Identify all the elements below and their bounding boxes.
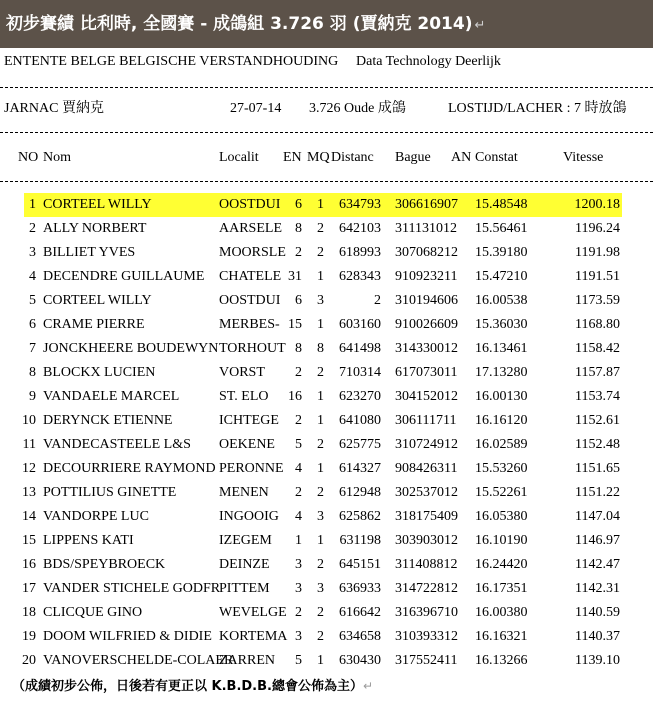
marked-count: 3 [317, 509, 324, 524]
entered-count: 8 [295, 221, 302, 236]
footer-text: （成績初步公佈，日後若有更正以 K.B.D.B.總會公佈為主） [12, 679, 363, 694]
distance: 631198 [339, 533, 381, 548]
velocity: 1196.24 [575, 221, 620, 236]
page-title-bar [0, 0, 653, 48]
row-number: 17 [22, 581, 36, 596]
entered-count: 2 [295, 365, 302, 380]
arrival-time: 16.00380 [475, 605, 528, 620]
footer-note [12, 675, 373, 694]
distance: 2 [374, 293, 381, 308]
fancier-name: ALLY NORBERT [43, 221, 147, 236]
release-time: LOSTIJD/LACHER : 7 時放鴿 [448, 101, 627, 116]
paragraph-mark-icon: ↵ [362, 679, 374, 693]
locality: ST. ELO [219, 389, 269, 404]
ring-number: 310194606 [395, 293, 458, 308]
marked-count: 2 [317, 245, 324, 260]
distance: 630430 [339, 653, 381, 668]
data-provider: Data Technology Deerlijk [356, 54, 501, 69]
ring-number: 617073011 [395, 365, 458, 380]
locality: MENEN [219, 485, 269, 500]
table-row [0, 337, 653, 361]
arrival-time: 15.56461 [475, 221, 528, 236]
table-row [0, 313, 653, 337]
velocity: 1191.51 [575, 269, 620, 284]
marked-count: 3 [317, 581, 324, 596]
distance: 625775 [339, 437, 381, 452]
divider [0, 132, 653, 133]
fancier-name: VANDER STICHELE GODFR [43, 581, 221, 596]
ring-number: 910923211 [395, 269, 458, 284]
fancier-name: CLICQUE GINO [43, 605, 143, 620]
fancier-name: DERYNCK ETIENNE [43, 413, 173, 428]
table-row [0, 433, 653, 457]
fancier-name: LIPPENS KATI [43, 533, 134, 548]
velocity: 1151.22 [575, 485, 620, 500]
table-row [0, 625, 653, 649]
arrival-time: 16.00538 [475, 293, 528, 308]
table-row [0, 601, 653, 625]
organization-name: ENTENTE BELGE BELGISCHE VERSTANDHOUDING [4, 54, 339, 69]
ring-number: 314722812 [395, 581, 458, 596]
fancier-name: CORTEEL WILLY [43, 197, 152, 212]
row-number: 14 [22, 509, 36, 524]
arrival-time: 17.13280 [475, 365, 528, 380]
locality: IZEGEM [219, 533, 272, 548]
entered-count: 4 [295, 509, 302, 524]
row-number: 7 [29, 341, 36, 356]
locality: PITTEM [219, 581, 270, 596]
distance: 612948 [339, 485, 381, 500]
velocity: 1140.37 [575, 629, 620, 644]
arrival-time: 16.10190 [475, 533, 528, 548]
velocity: 1139.10 [575, 653, 620, 668]
header-line-2 [0, 99, 627, 119]
table-row [0, 409, 653, 433]
marked-count: 1 [317, 653, 324, 668]
marked-count: 1 [317, 389, 324, 404]
table-row [0, 577, 653, 601]
fancier-name: VANOVERSCHELDE-COLAER [43, 653, 234, 668]
locality: MOORSLE [219, 245, 286, 260]
marked-count: 2 [317, 221, 324, 236]
velocity: 1158.42 [575, 341, 620, 356]
ring-number: 302537012 [395, 485, 458, 500]
ring-number: 310724912 [395, 437, 458, 452]
ring-number: 314330012 [395, 341, 458, 356]
column-header: Constat [475, 150, 518, 165]
row-number: 2 [29, 221, 36, 236]
row-number: 12 [22, 461, 36, 476]
locality: CHATELE [219, 269, 282, 284]
ring-number: 306616907 [395, 197, 458, 212]
row-number: 10 [22, 413, 36, 428]
marked-count: 2 [317, 365, 324, 380]
velocity: 1146.97 [575, 533, 620, 548]
velocity: 1147.04 [575, 509, 620, 524]
entered-count: 6 [295, 293, 302, 308]
column-header: NO [18, 150, 39, 165]
arrival-time: 16.05380 [475, 509, 528, 524]
table-row [0, 649, 653, 673]
ring-number: 310393312 [395, 629, 458, 644]
ring-number: 311131012 [395, 221, 457, 236]
marked-count: 1 [317, 197, 324, 212]
table-row [0, 385, 653, 409]
locality: AARSELE [219, 221, 282, 236]
table-row [0, 481, 653, 505]
arrival-time: 15.48548 [475, 197, 528, 212]
locality: OOSTDUI [219, 197, 281, 212]
distance: 710314 [339, 365, 381, 380]
entered-count: 2 [295, 605, 302, 620]
arrival-time: 16.13461 [475, 341, 528, 356]
distance: 614327 [339, 461, 381, 476]
row-number: 19 [22, 629, 36, 644]
column-header: Localit [219, 150, 259, 165]
arrival-time: 16.16120 [475, 413, 528, 428]
entered-count: 3 [295, 581, 302, 596]
arrival-time: 16.17351 [475, 581, 528, 596]
table-row [0, 289, 653, 313]
entered-count: 31 [288, 269, 302, 284]
entered-count: 1 [295, 533, 302, 548]
row-number: 13 [22, 485, 36, 500]
locality: PERONNE [219, 461, 284, 476]
velocity: 1140.59 [575, 605, 620, 620]
arrival-time: 16.02589 [475, 437, 528, 452]
table-row [0, 505, 653, 529]
marked-count: 1 [317, 413, 324, 428]
locality: TORHOUT [219, 341, 286, 356]
fancier-name: VANDORPE LUC [43, 509, 149, 524]
marked-count: 2 [317, 437, 324, 452]
row-number: 5 [29, 293, 36, 308]
locality: INGOOIG [219, 509, 279, 524]
fancier-name: BDS/SPEYBROECK [43, 557, 166, 572]
marked-count: 1 [317, 533, 324, 548]
locality: ICHTEGE [219, 413, 279, 428]
table-row [0, 457, 653, 481]
marked-count: 2 [317, 485, 324, 500]
distance: 641498 [339, 341, 381, 356]
arrival-time: 16.00130 [475, 389, 528, 404]
entered-count: 6 [295, 197, 302, 212]
arrival-time: 15.39180 [475, 245, 528, 260]
distance: 623270 [339, 389, 381, 404]
locality: VORST [219, 365, 265, 380]
arrival-time: 16.24420 [475, 557, 528, 572]
locality: DEINZE [219, 557, 270, 572]
velocity: 1191.98 [575, 245, 620, 260]
fancier-name: DECENDRE GUILLAUME [43, 269, 205, 284]
fancier-name: VANDAELE MARCEL [43, 389, 180, 404]
distance: 616642 [339, 605, 381, 620]
velocity: 1142.47 [575, 557, 620, 572]
marked-count: 2 [317, 557, 324, 572]
distance: 603160 [339, 317, 381, 332]
row-number: 16 [22, 557, 36, 572]
header-line-1 [0, 52, 501, 72]
distance: 634793 [339, 197, 381, 212]
distance: 641080 [339, 413, 381, 428]
distance: 642103 [339, 221, 381, 236]
velocity: 1152.61 [575, 413, 620, 428]
velocity: 1151.65 [575, 461, 620, 476]
ring-number: 318175409 [395, 509, 458, 524]
table-row [0, 361, 653, 385]
marked-count: 2 [317, 629, 324, 644]
divider [0, 181, 653, 182]
fancier-name: DOOM WILFRIED & DIDIE [43, 629, 212, 644]
row-number: 20 [22, 653, 36, 668]
arrival-time: 15.36030 [475, 317, 528, 332]
locality: OEKENE [219, 437, 275, 452]
fancier-name: DECOURRIERE RAYMOND [43, 461, 216, 476]
velocity: 1142.31 [575, 581, 620, 596]
table-row [0, 217, 653, 241]
fancier-name: CRAME PIERRE [43, 317, 145, 332]
fancier-name: VANDECASTEELE L&S [43, 437, 191, 452]
table-row [24, 193, 622, 217]
table-row [0, 553, 653, 577]
ring-number: 317552411 [395, 653, 458, 668]
marked-count: 1 [317, 269, 324, 284]
arrival-time: 15.47210 [475, 269, 528, 284]
column-header-row [0, 146, 653, 170]
distance: 636933 [339, 581, 381, 596]
marked-count: 3 [317, 293, 324, 308]
entered-count: 2 [295, 485, 302, 500]
distance: 628343 [339, 269, 381, 284]
arrival-time: 15.53260 [475, 461, 528, 476]
distance: 634658 [339, 629, 381, 644]
column-header: AN [451, 150, 472, 165]
table-row [0, 529, 653, 553]
velocity: 1200.18 [574, 197, 620, 212]
ring-number: 304152012 [395, 389, 458, 404]
page-title: 初步賽績 比利時, 全國賽 - 成鴿組 3.726 羽 (賈納克 2014) [6, 14, 473, 34]
column-header: Distanc [331, 150, 374, 165]
column-header: Nom [43, 150, 71, 165]
marked-count: 8 [317, 341, 324, 356]
column-header: EN [283, 150, 302, 165]
marked-count: 2 [317, 605, 324, 620]
locality: OOSTDUI [219, 293, 281, 308]
entered-count: 4 [295, 461, 302, 476]
entered-count: 8 [295, 341, 302, 356]
ring-number: 303903012 [395, 533, 458, 548]
locality: ZARREN [219, 653, 275, 668]
entered-count: 2 [295, 245, 302, 260]
row-number: 6 [29, 317, 36, 332]
column-header: Bague [395, 150, 431, 165]
entered-count: 5 [295, 653, 302, 668]
paragraph-mark-icon: ↵ [474, 18, 486, 33]
velocity: 1157.87 [575, 365, 620, 380]
row-number: 4 [29, 269, 36, 284]
row-number: 1 [29, 197, 36, 212]
ring-number: 910026609 [395, 317, 458, 332]
locality: KORTEMA [219, 629, 288, 644]
entered-count: 3 [295, 557, 302, 572]
locality: MERBES- [219, 317, 280, 332]
entered-count: 3 [295, 629, 302, 644]
arrival-time: 15.52261 [475, 485, 528, 500]
table-row [0, 265, 653, 289]
distance: 625862 [339, 509, 381, 524]
row-number: 11 [22, 437, 36, 452]
arrival-time: 16.13266 [475, 653, 528, 668]
ring-number: 316396710 [395, 605, 458, 620]
ring-number: 306111711 [395, 413, 457, 428]
row-number: 15 [22, 533, 36, 548]
marked-count: 1 [317, 317, 324, 332]
velocity: 1173.59 [575, 293, 620, 308]
race-date: 27-07-14 [230, 101, 282, 116]
fancier-name: CORTEEL WILLY [43, 293, 152, 308]
entered-count: 5 [295, 437, 302, 452]
ring-number: 307068212 [395, 245, 458, 260]
ring-number: 311408812 [395, 557, 458, 572]
arrival-time: 16.16321 [475, 629, 528, 644]
column-header: Vitesse [563, 150, 604, 165]
distance: 618993 [339, 245, 381, 260]
entered-count: 2 [295, 413, 302, 428]
ring-number: 908426311 [395, 461, 458, 476]
velocity: 1152.48 [575, 437, 620, 452]
entered-count: 15 [288, 317, 302, 332]
locality: WEVELGE [219, 605, 287, 620]
table-row [0, 241, 653, 265]
distance: 645151 [339, 557, 381, 572]
divider [0, 87, 653, 88]
marked-count: 1 [317, 461, 324, 476]
fancier-name: BILLIET YVES [43, 245, 136, 260]
row-number: 8 [29, 365, 36, 380]
row-number: 3 [29, 245, 36, 260]
entered-count: 16 [288, 389, 302, 404]
fancier-name: POTTILIUS GINETTE [43, 485, 177, 500]
fancier-name: JONCKHEERE BOUDEWYN [43, 341, 219, 356]
fancier-name: BLOCKX LUCIEN [43, 365, 156, 380]
row-number: 18 [22, 605, 36, 620]
column-header: MQ [307, 150, 330, 165]
bird-count: 3.726 Oude 成鴿 [309, 101, 406, 116]
velocity: 1168.80 [575, 317, 620, 332]
velocity: 1153.74 [575, 389, 620, 404]
row-number: 9 [29, 389, 36, 404]
race-name: JARNAC 賈納克 [4, 101, 104, 116]
